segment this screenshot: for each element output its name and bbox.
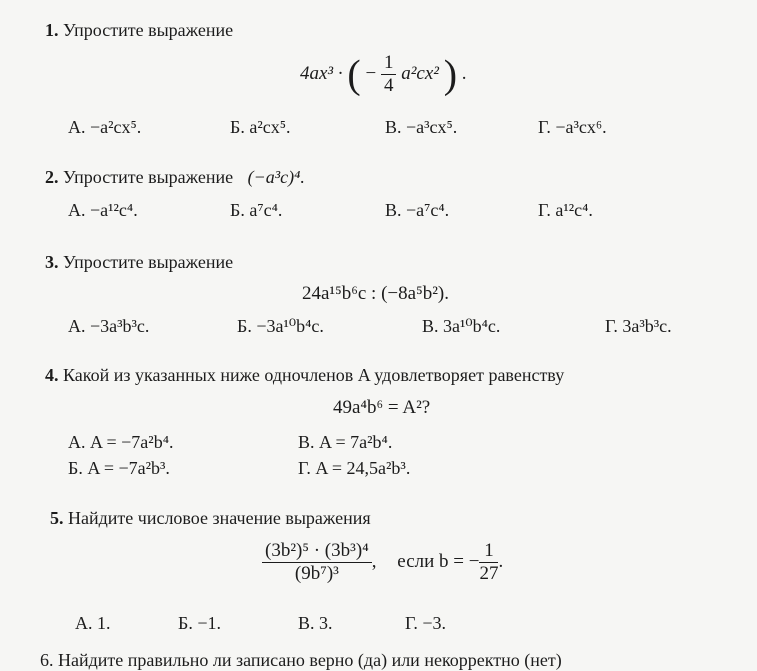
option-a: А. −a¹²c⁴. — [68, 200, 138, 220]
fraction-denominator: 4 — [383, 75, 394, 96]
fraction-denominator: (9b⁷)³ — [294, 563, 339, 584]
expr-end: . — [498, 550, 504, 572]
option-b: Б. a⁷c⁴. — [230, 200, 283, 220]
question-text: Найдите числовое значение выражения — [68, 508, 371, 528]
option-v: В. −a⁷c⁴. — [385, 200, 450, 220]
option-g: Г. A = 24,5a²b³. — [298, 458, 411, 478]
paren-open: ( — [347, 51, 361, 97]
option-g: Г. −a³cx⁶. — [538, 117, 607, 137]
option-v: В. A = 7a²b⁴. — [298, 432, 393, 452]
question-1-title — [45, 20, 233, 41]
question-number: 3. — [45, 252, 59, 272]
fraction-numerator: (3b²)⁵ · (3b³)⁴ — [262, 540, 372, 563]
question-6-partial: 6. Найдите правильно ли записано верно (да) или некорректно (нет) — [40, 650, 562, 670]
option-a: А. A = −7a²b⁴. — [68, 432, 174, 452]
question-1-expression — [300, 52, 467, 97]
question-3-expression: 24a¹⁵b⁶c : (−8a⁵b²). — [302, 283, 449, 304]
option-a: А. 1. — [75, 613, 111, 633]
minus-sign: − — [365, 62, 377, 84]
fraction — [381, 52, 397, 97]
option-b: Б. a²cx⁵. — [230, 117, 291, 137]
option-g: Г. 3a³b³c. — [605, 316, 672, 336]
fraction-numerator: 1 — [479, 540, 498, 563]
option-b: Б. −3a¹⁰b⁴c. — [237, 316, 324, 336]
option-a: А. −a²cx⁵. — [68, 117, 142, 137]
question-number: 1. — [45, 20, 59, 40]
expr-end: . — [461, 62, 467, 84]
option-g: Г. −3. — [405, 613, 447, 633]
question-text: Упростите выражение — [63, 167, 234, 187]
fraction-denominator: 27 — [479, 563, 499, 584]
paren-close: ) — [443, 51, 458, 97]
condition-text: если b = − — [397, 550, 480, 572]
expr-part: a²cx² — [401, 62, 439, 84]
question-3-title — [45, 252, 233, 273]
fraction-numerator: 1 — [381, 52, 397, 75]
option-v: В. 3. — [298, 613, 333, 633]
question-text: Упростите выражение — [63, 20, 234, 40]
expr-part: 4ax³ · — [300, 62, 343, 84]
option-b: Б. A = −7a²b³. — [68, 458, 170, 478]
question-number: 2. — [45, 167, 59, 187]
question-expression: (−a³c)⁴. — [247, 167, 305, 187]
question-text: Упростите выражение — [63, 252, 234, 272]
option-g: Г. a¹²c⁴. — [538, 200, 593, 220]
fraction — [262, 540, 372, 585]
comma: , — [371, 550, 377, 572]
condition-fraction — [479, 540, 498, 585]
question-5-expression — [262, 540, 503, 585]
option-a: А. −3a³b³c. — [68, 316, 150, 336]
question-4-title — [45, 365, 564, 386]
option-b: Б. −1. — [178, 613, 221, 633]
option-v: В. 3a¹⁰b⁴c. — [422, 316, 501, 336]
question-number: 5. — [50, 508, 64, 528]
question-5-title — [50, 508, 371, 529]
question-text: Какой из указанных ниже одночленов A удовлетворяет равенству — [63, 365, 565, 385]
question-4-expression: 49a⁴b⁶ = A²? — [333, 397, 431, 418]
option-v: В. −a³cx⁵. — [385, 117, 458, 137]
question-number: 4. — [45, 365, 59, 385]
question-2-title — [45, 167, 305, 188]
